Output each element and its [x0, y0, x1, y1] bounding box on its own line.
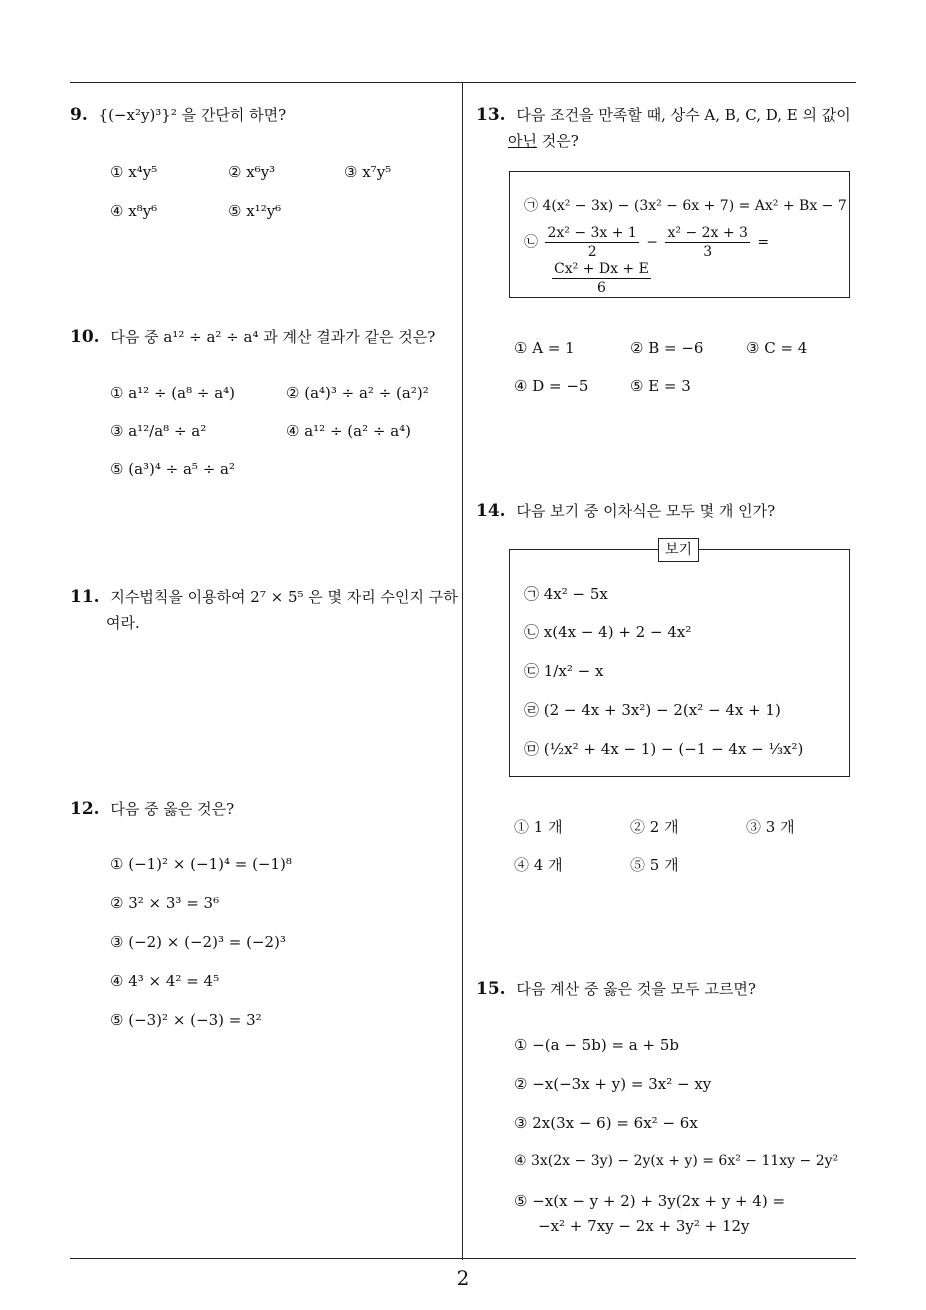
question-text-line1: 다음 조건을 만족할 때, 상수 A, B, C, D, E 의 값이	[516, 106, 851, 124]
q12-option-2[interactable]: ② 3² × 3³ = 3⁶	[110, 894, 220, 912]
condition-2-rhs	[549, 260, 654, 297]
bogi-item-5: ㉤ (½x² + 4x − 1) − (−1 − 4x − ⅓x²)	[524, 740, 804, 758]
question-9	[70, 102, 286, 128]
fraction-3-numerator: Cx² + Dx + E	[554, 261, 649, 277]
question-text: 다음 중 옳은 것은?	[110, 800, 235, 818]
question-15	[476, 976, 756, 1002]
q14-option-5[interactable]: ⑤ 5 개	[630, 856, 679, 874]
q14-option-1[interactable]: ① 1 개	[514, 818, 563, 836]
q15-option-5-line2: −x² + 7xy − 2x + 3y² + 12y	[538, 1217, 750, 1235]
q9-option-3[interactable]: ③ x⁷y⁵	[344, 163, 392, 181]
minus-sign: −	[646, 234, 659, 251]
bogi-item-4: ㉣ (2 − 4x + 3x²) − 2(x² − 4x + 1)	[524, 701, 781, 719]
q10-option-3[interactable]: ③ a¹²/a⁸ ÷ a²	[110, 422, 207, 440]
top-rule	[70, 82, 856, 83]
question-text-line2: 여라.	[106, 614, 140, 632]
bottom-rule	[70, 1258, 856, 1259]
fraction-3	[552, 260, 651, 297]
q15-option-3[interactable]: ③ 2x(3x − 6) = 6x² − 6x	[514, 1114, 698, 1132]
bogi-item-1: ㉠ 4x² − 5x	[524, 585, 608, 603]
q9-option-4[interactable]: ④ x⁸y⁶	[110, 202, 158, 220]
bogi-item-3: ㉢ 1/x² − x	[524, 662, 604, 680]
question-number: 14.	[476, 501, 506, 521]
question-number: 9.	[70, 105, 88, 125]
q12-option-3[interactable]: ③ (−2) × (−2)³ = (−2)³	[110, 933, 286, 951]
condition-2	[524, 224, 769, 261]
bogi-item-2: ㉡ x(4x − 4) + 2 − 4x²	[524, 623, 692, 641]
q15-option-4[interactable]: ④ 3x(2x − 3y) − 2y(x + y) = 6x² − 11xy − 2y²	[514, 1153, 839, 1169]
question-13	[476, 102, 866, 154]
condition-1: ㉠ 4(x² − 3x) − (3x² − 6x + 7) = Ax² + Bx − 7	[524, 198, 847, 214]
question-14	[476, 498, 775, 524]
question-text: 다음 보기 중 이차식은 모두 몇 개 인가?	[516, 502, 776, 520]
question-number: 13.	[476, 105, 506, 125]
page-number: 2	[456, 1266, 470, 1290]
q13-option-4[interactable]: ④ D = −5	[514, 377, 589, 395]
q12-option-5[interactable]: ⑤ (−3)² × (−3) = 3²	[110, 1011, 262, 1029]
q10-option-2[interactable]: ② (a⁴)³ ÷ a² ÷ (a²)²	[286, 384, 429, 402]
fraction-1-denominator: 2	[587, 244, 597, 260]
question-text-line1: 지수법칙을 이용하여 2⁷ × 5⁵ 은 몇 자리 수인지 구하	[110, 588, 458, 606]
q9-option-5[interactable]: ⑤ x¹²y⁶	[228, 202, 282, 220]
fraction-1	[545, 224, 638, 261]
equals-sign: =	[757, 234, 770, 251]
q10-option-5[interactable]: ⑤ (a³)⁴ ÷ a⁵ ÷ a²	[110, 460, 236, 478]
fraction-1-numerator: 2x² − 3x + 1	[547, 225, 637, 241]
question-text-line2: 것은?	[536, 132, 579, 150]
q13-option-2[interactable]: ② B = −6	[630, 339, 704, 357]
question-number: 10.	[70, 327, 100, 347]
bogi-label: 보기	[658, 538, 699, 562]
fraction-2-numerator: x² − 2x + 3	[667, 225, 748, 241]
column-divider	[462, 82, 463, 1260]
question-number: 12.	[70, 799, 100, 819]
q10-option-4[interactable]: ④ a¹² ÷ (a² ÷ a⁴)	[286, 422, 412, 440]
question-number: 11.	[70, 587, 100, 607]
question-number: 15.	[476, 979, 506, 999]
question-12	[70, 796, 234, 822]
q13-option-5[interactable]: ⑤ E = 3	[630, 377, 691, 395]
question-text: {(−x²y)³}² 을 간단히 하면?	[98, 106, 287, 124]
q9-option-2[interactable]: ② x⁶y³	[228, 163, 276, 181]
condition-2-mark: ㉡	[524, 234, 538, 251]
question-10	[70, 324, 435, 350]
question-11	[70, 584, 460, 636]
underlined-word: 아닌	[508, 132, 537, 150]
q13-option-3[interactable]: ③ C = 4	[746, 339, 808, 357]
fraction-3-denominator: 6	[596, 280, 606, 296]
q15-option-2[interactable]: ② −x(−3x + y) = 3x² − xy	[514, 1075, 712, 1093]
q15-option-5[interactable]: ⑤ −x(x − y + 2) + 3y(2x + y + 4) =	[514, 1192, 786, 1210]
q9-option-1[interactable]: ① x⁴y⁵	[110, 163, 158, 181]
q12-option-1[interactable]: ① (−1)² × (−1)⁴ = (−1)⁸	[110, 855, 292, 873]
q14-option-2[interactable]: ② 2 개	[630, 818, 679, 836]
question-text: 다음 계산 중 옳은 것을 모두 고르면?	[516, 980, 756, 998]
q12-option-4[interactable]: ④ 4³ × 4² = 4⁵	[110, 972, 220, 990]
q14-option-3[interactable]: ③ 3 개	[746, 818, 795, 836]
q13-option-1[interactable]: ① A = 1	[514, 339, 575, 357]
fraction-2-denominator: 3	[703, 244, 713, 260]
q10-option-1[interactable]: ① a¹² ÷ (a⁸ ÷ a⁴)	[110, 384, 236, 402]
fraction-2	[665, 224, 749, 261]
question-text: 다음 중 a¹² ÷ a² ÷ a⁴ 과 계산 결과가 같은 것은?	[110, 328, 436, 346]
q15-option-1[interactable]: ① −(a − 5b) = a + 5b	[514, 1036, 679, 1054]
q14-option-4[interactable]: ④ 4 개	[514, 856, 563, 874]
